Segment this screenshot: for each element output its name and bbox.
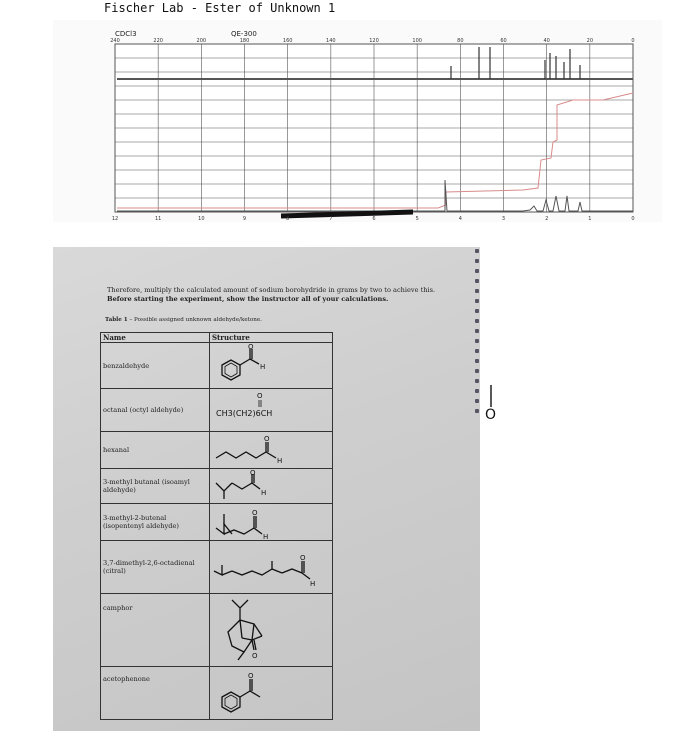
top-axis-tick-label: 140 — [326, 38, 336, 44]
table-row — [101, 389, 333, 432]
svg-text:O: O — [300, 554, 306, 562]
paragraph-bold: Before starting the experiment, show the instructor all of your calculations. — [107, 294, 389, 303]
table-row — [101, 343, 333, 389]
bottom-axis-tick-label: 5 — [415, 216, 419, 222]
svg-text:O: O — [252, 652, 258, 660]
row-name: acetophenone — [101, 667, 210, 720]
svg-text:H: H — [263, 533, 269, 540]
row-name: camphor — [101, 594, 210, 667]
structure-hexanal — [210, 432, 333, 469]
structure-camphor — [210, 594, 333, 667]
octanal-formula: CH3(CH2)6CH — [216, 409, 273, 418]
top-axis-tick-label: 160 — [282, 38, 293, 44]
row-name: 3-methyl-2-butenal (isopentenyl aldehyde) — [101, 504, 210, 541]
top-axis-ticks — [110, 38, 634, 44]
top-axis-tick-label: 120 — [369, 38, 379, 44]
top-axis-tick-label: 100 — [412, 38, 422, 44]
bottom-axis-tick-label: 9 — [242, 216, 247, 222]
top-axis-tick-label: 0 — [631, 38, 635, 44]
row-name: 3,7-dimethyl-2,6-octadienal (citral) — [101, 541, 210, 594]
table-row — [101, 469, 333, 504]
row-name: benzaldehyde — [101, 343, 210, 389]
svg-text:O: O — [264, 435, 270, 443]
oxygen-atom-label: O — [485, 407, 497, 423]
row-name: hexanal — [101, 432, 210, 469]
svg-text:H: H — [310, 580, 316, 588]
bottom-axis-tick-label: 7 — [329, 216, 333, 222]
table-row — [101, 432, 333, 469]
instrument-label: QE-300 — [231, 30, 257, 38]
bottom-axis-tick-label: 2 — [545, 216, 549, 222]
header-name: Name — [101, 333, 210, 343]
bottom-axis-tick-label: 8 — [286, 216, 290, 222]
carbonyl-fragment — [484, 383, 498, 425]
top-axis-tick-label: 20 — [586, 38, 594, 44]
table-row — [101, 667, 333, 720]
structure-isoamyl-aldehyde — [210, 469, 333, 504]
table-caption-label: Table 1 — [105, 317, 128, 323]
structure-benzaldehyde — [210, 343, 333, 389]
structure-citral — [210, 541, 333, 594]
table-header-row — [101, 333, 333, 343]
spectrum-chart — [53, 20, 662, 222]
row-name: octanal (octyl aldehyde) — [101, 389, 210, 432]
bottom-axis-tick-label: 0 — [631, 216, 635, 222]
top-axis-tick-label: 80 — [457, 38, 464, 44]
bottom-axis-tick-label: 3 — [501, 216, 506, 222]
top-axis-tick-label: 220 — [153, 38, 163, 44]
table-caption-text: – Possible assigned unknown aldehyde/ketone. — [127, 317, 262, 323]
structure-isopentenyl-aldehyde — [210, 504, 333, 541]
svg-text:H: H — [260, 363, 266, 371]
table-row — [101, 541, 333, 594]
svg-text:O: O — [250, 469, 256, 477]
svg-text:O: O — [257, 392, 263, 400]
paragraph-text: Therefore, multiply the calculated amount of sodium borohydride in grams by two to achieve this. — [107, 286, 436, 294]
table-row — [101, 504, 333, 541]
shadow-bar — [281, 212, 413, 216]
table-caption — [105, 317, 262, 323]
svg-text:H: H — [261, 489, 267, 497]
aldehyde-table — [100, 332, 333, 720]
top-axis-tick-label: 60 — [500, 38, 507, 44]
structure-octanal — [210, 389, 333, 432]
nmr-spectrum — [53, 20, 662, 222]
binder-rings — [472, 247, 484, 447]
solvent-label: CDCl3 — [115, 30, 137, 38]
header-structure: Structure — [210, 333, 333, 343]
structure-acetophenone — [210, 667, 333, 720]
svg-text:H: H — [277, 457, 283, 465]
top-axis-tick-label: 200 — [196, 38, 207, 44]
row-name: 3-methyl butanal (isoamyl aldehyde) — [101, 469, 210, 504]
top-axis-tick-label: 40 — [543, 38, 550, 44]
svg-text:O: O — [248, 343, 254, 351]
bottom-axis-tick-label: 4 — [458, 216, 462, 222]
top-axis-tick-label: 180 — [239, 38, 250, 44]
bottom-axis-tick-label: 12 — [111, 216, 119, 222]
handout-photo — [53, 247, 480, 731]
bottom-axis-ticks — [112, 216, 635, 222]
instruction-paragraph — [107, 286, 437, 303]
table-row — [101, 594, 333, 667]
bottom-axis-tick-label: 6 — [372, 216, 376, 222]
bottom-axis-tick-label: 11 — [154, 216, 162, 222]
svg-text:O: O — [248, 672, 254, 680]
svg-text:O: O — [252, 509, 258, 517]
bottom-axis-tick-label: 10 — [198, 216, 205, 222]
bottom-axis-tick-label: 1 — [588, 216, 592, 222]
top-axis-tick-label: 240 — [110, 38, 120, 44]
page-title: Fischer Lab - Ester of Unknown 1 — [104, 1, 336, 15]
